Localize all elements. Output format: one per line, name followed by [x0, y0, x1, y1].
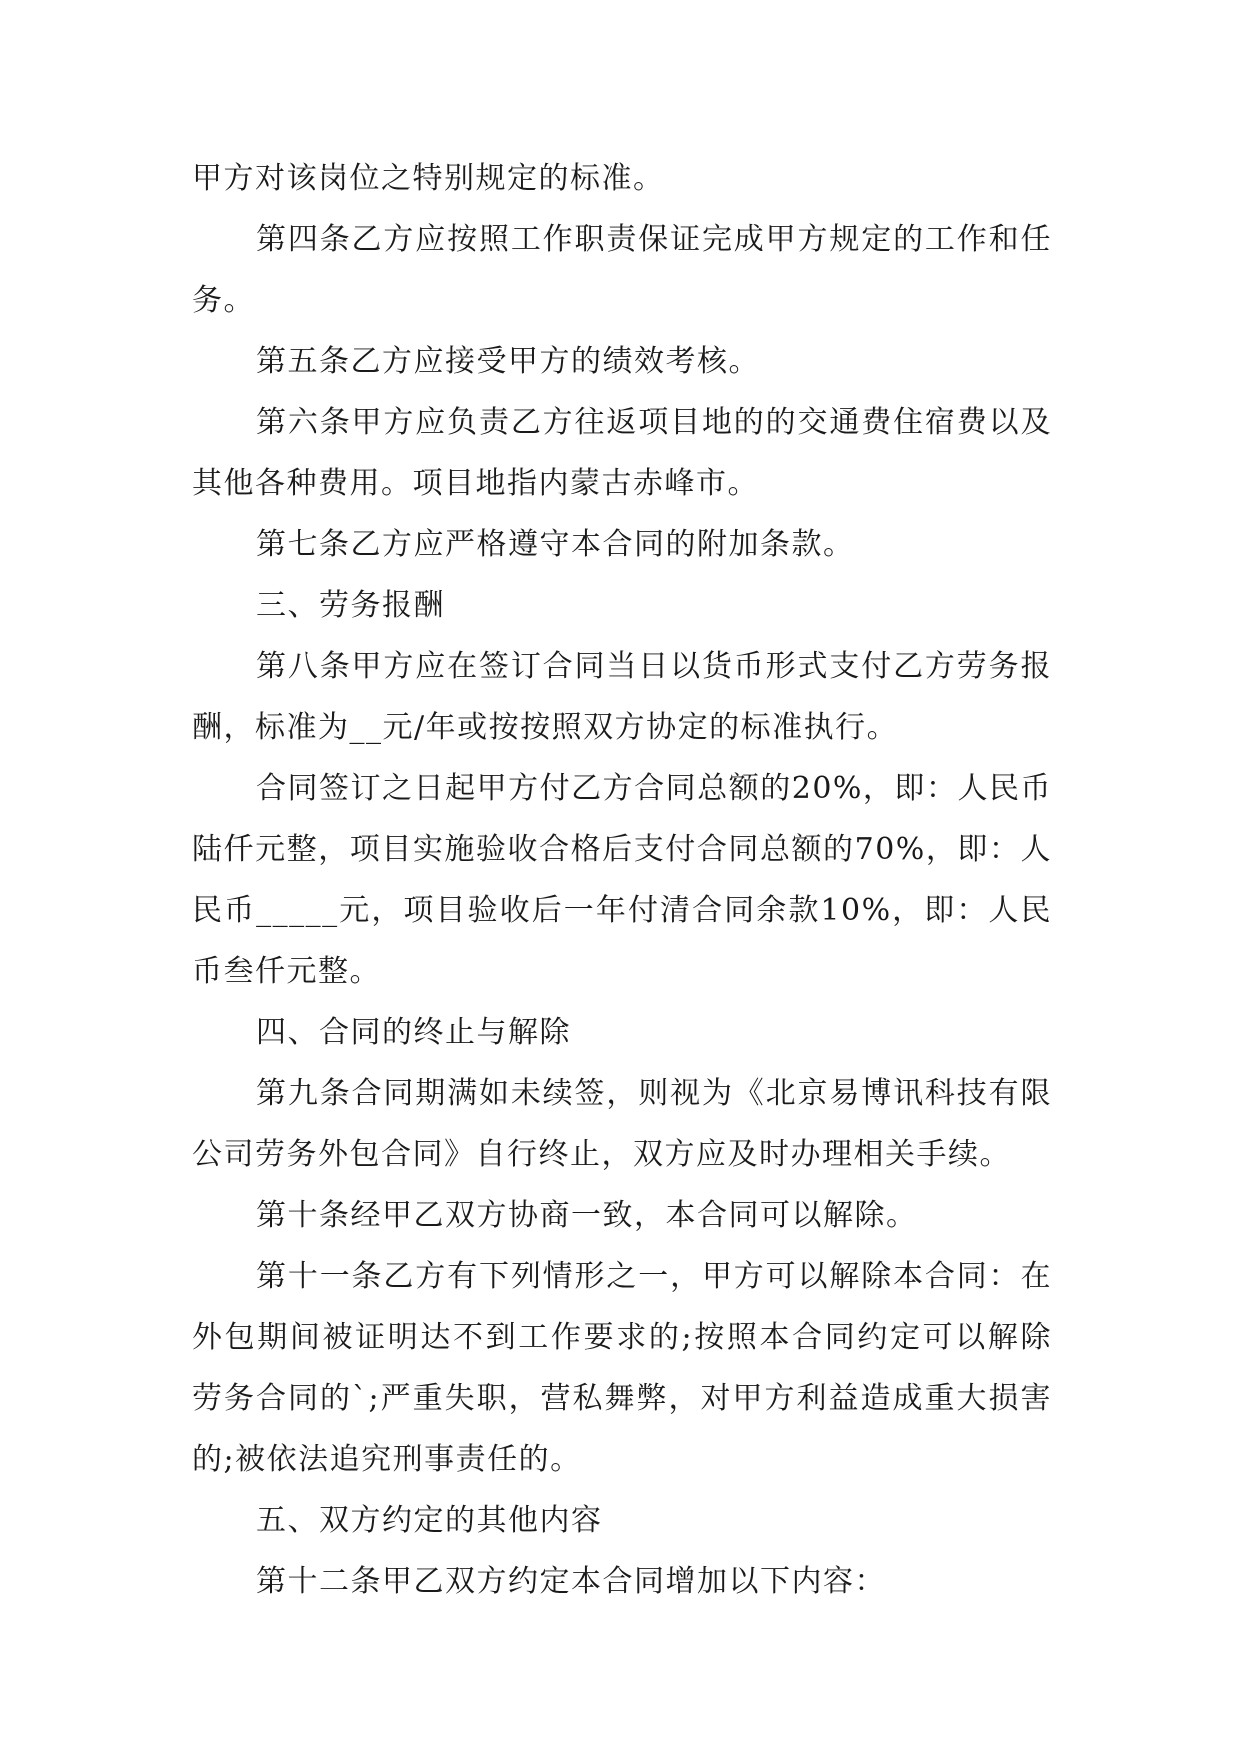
- section-heading-4: 四、合同的终止与解除: [256, 1015, 571, 1050]
- paragraph-3: 第五条乙方应接受甲方的绩效考核。: [256, 344, 760, 379]
- paragraph-11: 第十条经甲乙双方协商一致，本合同可以解除。: [256, 1198, 918, 1233]
- document-body: [192, 148, 1052, 1612]
- paragraph-1: 甲方对该岗位之特别规定的标准。: [192, 161, 665, 196]
- paragraph-8: 合同签订之日起甲方付乙方合同总额的20%，即：人民币陆仟元整，项目实施验收合格后支付合同总额的70%，即：人民币_____元，项目验收后一年付清合同余款10%，即：人民币叁仟元整。: [192, 771, 1052, 989]
- paragraph-2: 第四条乙方应按照工作职责保证完成甲方规定的工作和任务。: [192, 222, 1052, 318]
- paragraph-4: 第六条甲方应负责乙方往返项目地的的交通费住宿费以及其他各种费用。项目地指内蒙古赤峰市。: [192, 405, 1052, 501]
- paragraph-12: 第十一条乙方有下列情形之一，甲方可以解除本合同：在外包期间被证明达不到工作要求的;按照本合同约定可以解除劳务合同的`;严重失职，营私舞弊，对甲方利益造成重大损害的;被依法追究刑事责任的。: [192, 1259, 1052, 1477]
- paragraph-5: 第七条乙方应严格遵守本合同的附加条款。: [256, 527, 855, 562]
- paragraph-7: 第八条甲方应在签订合同当日以货币形式支付乙方劳务报酬，标准为__元/年或按按照双方协定的标准执行。: [192, 649, 1052, 745]
- section-heading-3: 三、劳务报酬: [256, 588, 445, 623]
- paragraph-14: 第十二条甲乙双方约定本合同增加以下内容：: [256, 1564, 886, 1599]
- section-heading-5: 五、双方约定的其他内容: [256, 1503, 603, 1538]
- paragraph-10: 第九条合同期满如未续签，则视为《北京易博讯科技有限公司劳务外包合同》自行终止，双方应及时办理相关手续。: [192, 1076, 1052, 1172]
